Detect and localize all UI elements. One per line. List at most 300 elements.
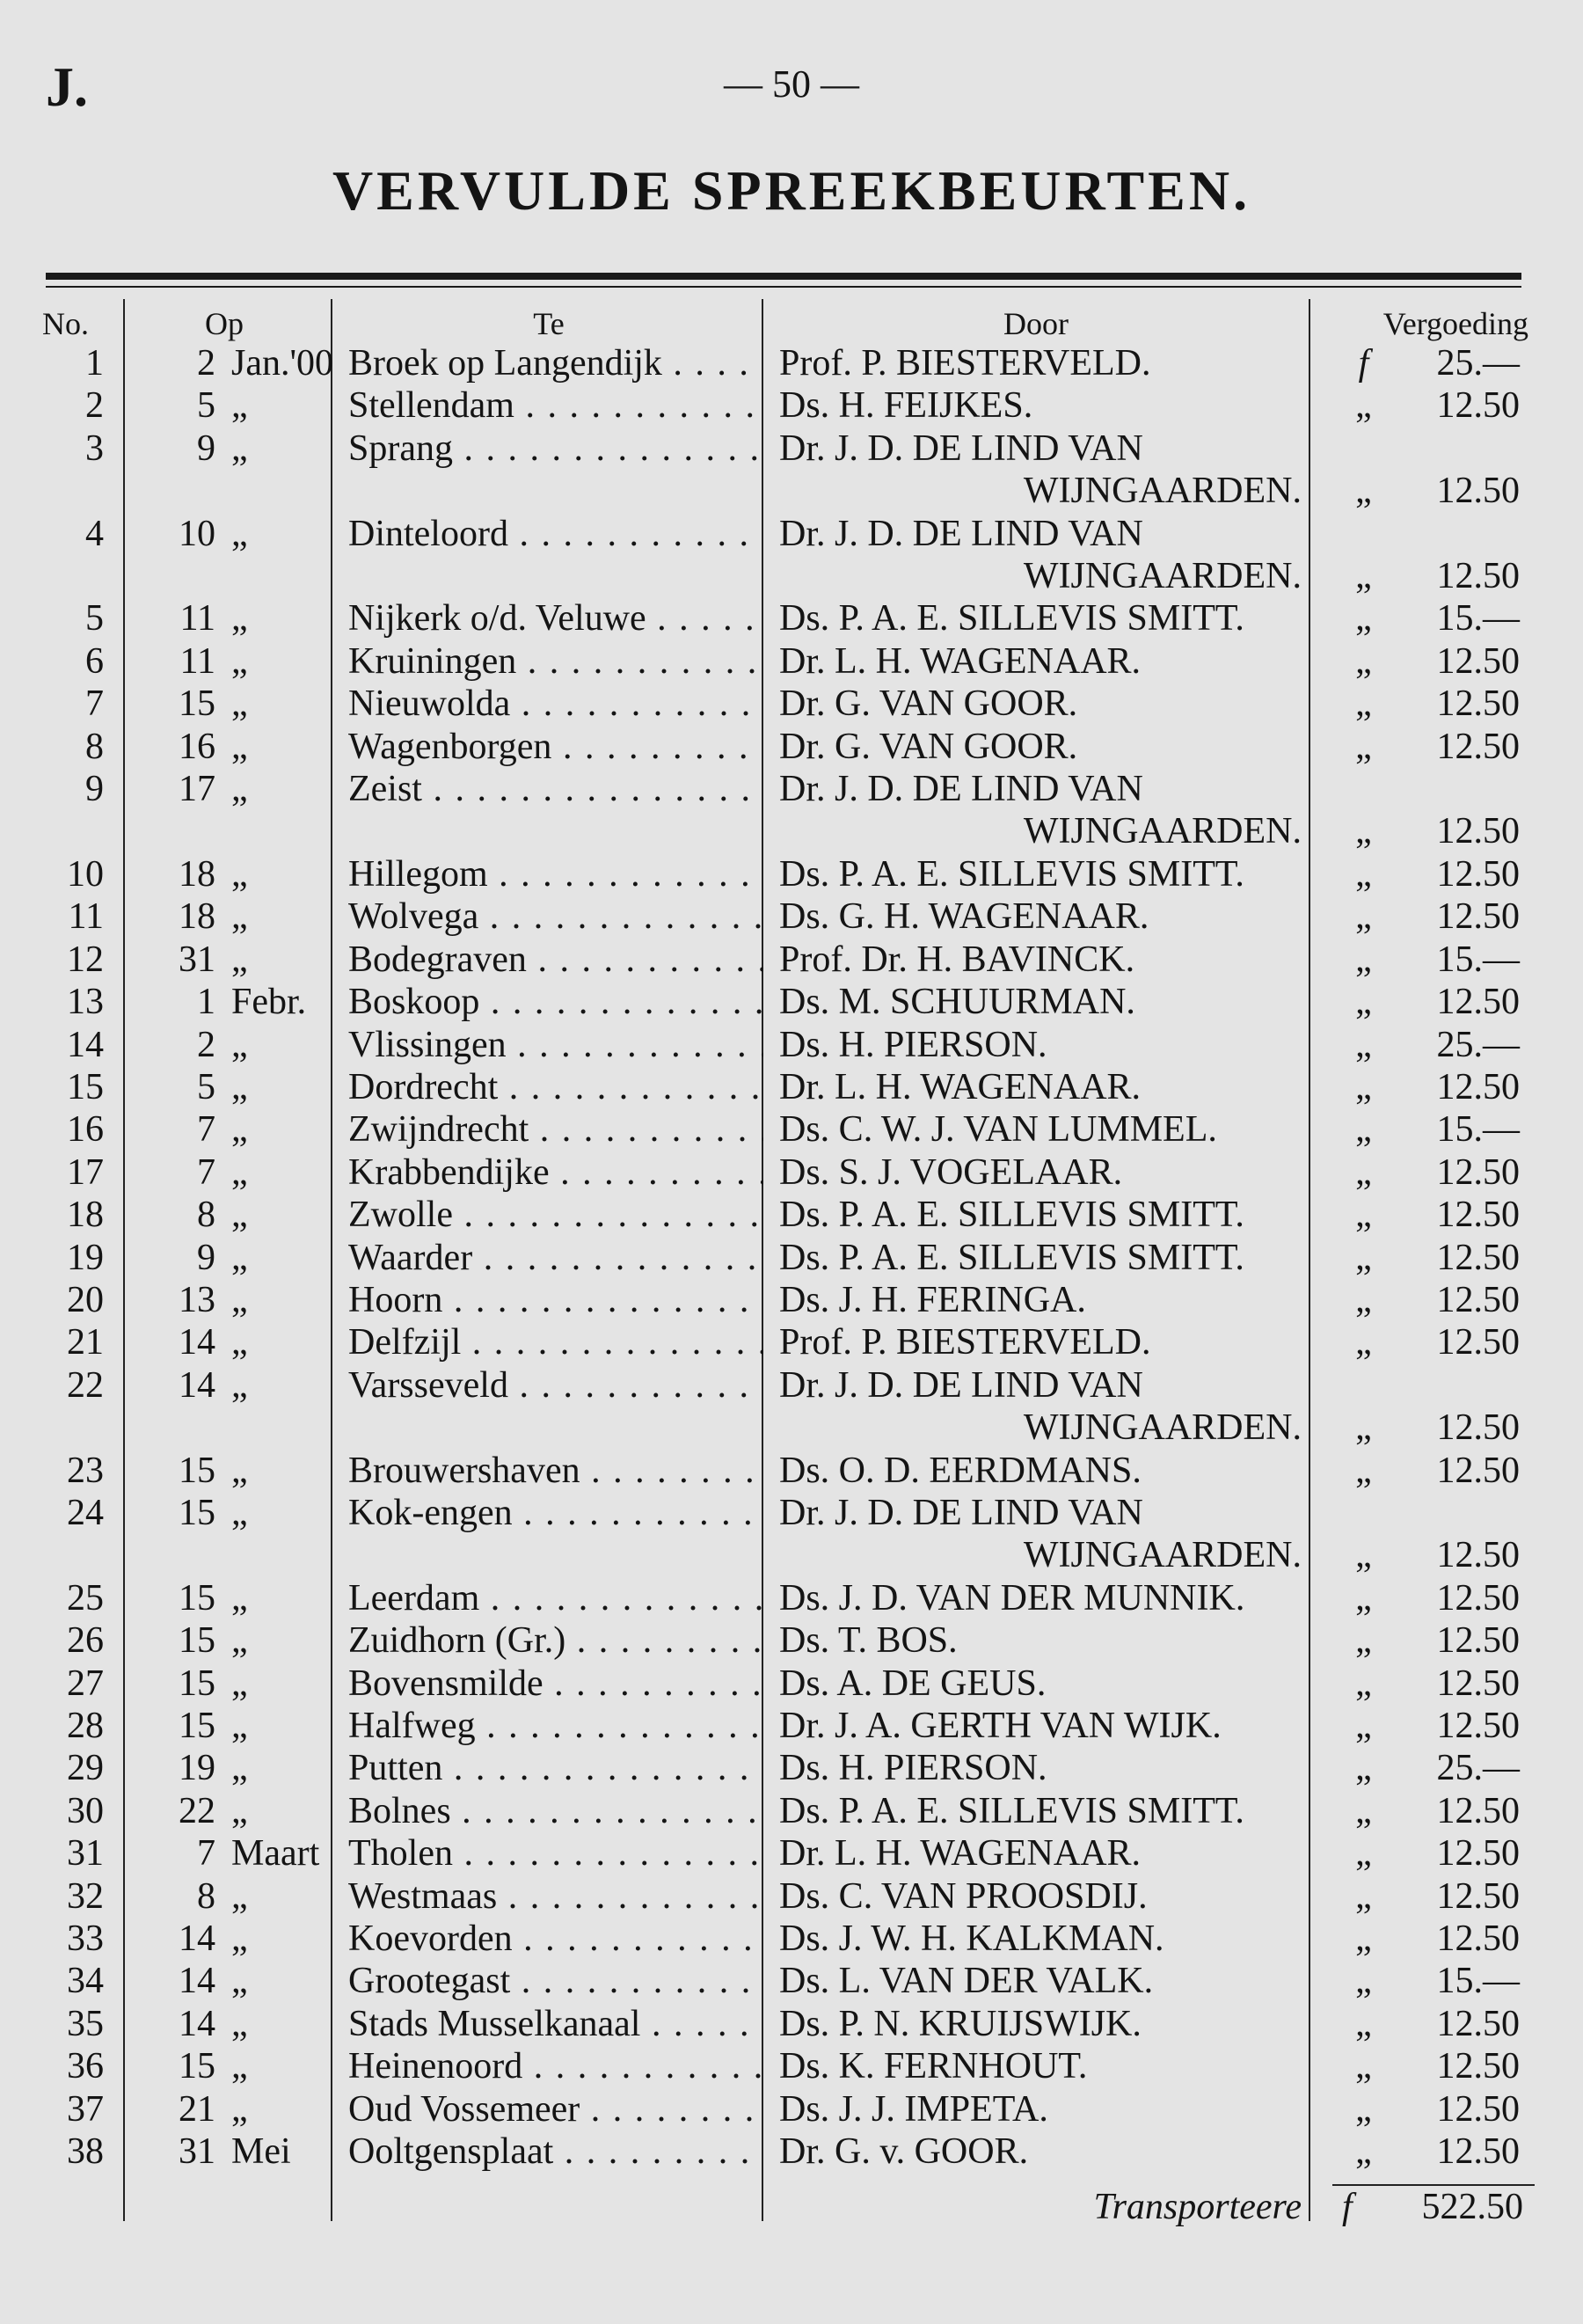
row-currency [1309, 1066, 1419, 1108]
row-number: 31 [67, 1833, 104, 1875]
row-place [334, 342, 763, 384]
row-speaker-line: Ds. P. A. E. SILLEVIS SMITT. [779, 598, 1244, 639]
row-month: „ [231, 853, 248, 895]
row-currency-value: „ [1355, 1279, 1372, 1320]
row-place [334, 1705, 763, 1747]
row-amount-value: 12.50 [1436, 1833, 1520, 1875]
row-amount [1419, 1577, 1528, 1619]
row-month: „ [231, 2088, 248, 2130]
row-amount [1419, 1108, 1528, 1151]
row-speaker [763, 1024, 1309, 1066]
row-day: 7 [197, 1109, 215, 1151]
row-month: Febr. [231, 982, 307, 1023]
row-place [334, 640, 763, 683]
row-speaker-continuation: WIJNGAARDEN. [1023, 811, 1302, 852]
table-row [42, 939, 1528, 981]
table-row [42, 1321, 1528, 1363]
row-currency [1309, 1619, 1419, 1662]
row-currency-value: „ [1355, 939, 1372, 980]
row-speaker-line: Ds. M. SCHUURMAN. [779, 982, 1135, 1023]
row-speaker-line: Dr. G. v. GOOR. [779, 2131, 1029, 2173]
row-amount-value: 12.50 [1436, 1706, 1520, 1746]
row-speaker [763, 853, 1309, 895]
row-day: 7 [197, 1151, 215, 1193]
row-speaker-line: Ds. L. VAN DER VALK. [779, 1961, 1154, 2002]
row-speaker-line: Ds. S. J. VOGELAAR. [779, 1151, 1123, 1193]
row-day: 22 [179, 1790, 215, 1831]
row-amount-value: 12.50 [1436, 1151, 1520, 1193]
row-amount [1419, 2088, 1528, 2130]
row-speaker-line: Ds. C. W. J. VAN LUMMEL. [779, 1109, 1217, 1151]
row-place-text: Koevorden . . . [348, 1918, 763, 1959]
row-place-text: Stads Musselkanaal . . . [348, 2004, 763, 2044]
row-speaker-line: Ds. G. H. WAGENAAR. [779, 896, 1149, 938]
table-row [42, 1918, 1528, 1960]
row-currency [1309, 2088, 1419, 2130]
row-amount-value: 12.50 [1436, 1790, 1520, 1831]
row-month: „ [231, 640, 248, 682]
row-place [334, 1663, 763, 1705]
table-row [42, 1066, 1528, 1108]
row-currency [1309, 1492, 1419, 1577]
row-day: 31 [179, 2131, 215, 2173]
row-amount [1419, 768, 1528, 853]
row-place-text: Leerdam . . . [348, 1578, 763, 1619]
transport-amount: 522.50 [1421, 2187, 1523, 2227]
row-currency [1309, 597, 1419, 639]
row-amount [1419, 1024, 1528, 1066]
row-speaker [763, 640, 1309, 683]
row-amount [1419, 939, 1528, 981]
row-currency [1309, 428, 1419, 513]
row-day: 13 [179, 1279, 215, 1320]
row-month: „ [231, 1279, 248, 1320]
row-spacer [1419, 1364, 1520, 1407]
row-place-text: Nieuwolda . . . [348, 683, 763, 724]
row-currency [1309, 2045, 1419, 2087]
row-number: 10 [67, 853, 104, 895]
row-amount-value: 12.50 [1436, 726, 1520, 767]
row-speaker-line: Dr. J. D. DE LIND VAN [779, 513, 1143, 554]
row-amount-value: 12.50 [1436, 1450, 1520, 1491]
table-row [42, 683, 1528, 725]
row-place [334, 1492, 763, 1577]
row-speaker-line: Dr. G. VAN GOOR. [779, 683, 1078, 725]
row-speaker-line: Ds. C. VAN PROOSDIJ. [779, 1875, 1148, 1917]
row-speaker [763, 1790, 1309, 1832]
row-speaker-line: Ds. J. D. VAN DER MUNNIK. [779, 1577, 1245, 1619]
row-currency-value: „ [1355, 1535, 1372, 1576]
row-place-text: Nijkerk o/d. Veluwe . . . [348, 598, 763, 639]
row-speaker [763, 768, 1309, 853]
row-place [334, 1024, 763, 1066]
row-currency [1309, 726, 1419, 768]
row-speaker [763, 1875, 1309, 1918]
row-currency [1309, 1790, 1419, 1832]
table-row [42, 1747, 1528, 1789]
row-currency [1309, 1663, 1419, 1705]
row-currency [1309, 1108, 1419, 1151]
row-amount-value: 12.50 [1436, 2046, 1520, 2087]
row-place-text: Zuidhorn (Gr.) . . . [348, 1620, 763, 1661]
row-number: 22 [67, 1364, 104, 1406]
top-rule-thin [46, 286, 1521, 288]
row-month: Maart [231, 1833, 320, 1875]
row-day: 15 [179, 1663, 215, 1704]
row-amount-value: 25.— [1436, 343, 1520, 384]
row-currency-value: „ [1355, 1151, 1372, 1193]
row-amount-value: 12.50 [1436, 2131, 1520, 2173]
row-day: 9 [197, 428, 215, 469]
row-speaker-line: Ds. P. N. KRUIJSWIJK. [779, 2003, 1142, 2044]
row-amount-value: 12.50 [1436, 1577, 1520, 1619]
row-spacer [1309, 428, 1419, 470]
row-day: 5 [197, 1066, 215, 1107]
row-speaker [763, 1918, 1309, 1960]
row-number: 20 [67, 1279, 104, 1320]
row-amount-value: 12.50 [1436, 811, 1520, 852]
row-number: 4 [85, 513, 104, 554]
table-row [42, 1619, 1528, 1662]
column-header-door: Door [1003, 306, 1069, 341]
row-month: „ [231, 1195, 248, 1236]
row-speaker-line: Dr. L. H. WAGENAAR. [779, 1066, 1142, 1107]
row-amount [1419, 597, 1528, 639]
row-speaker [763, 2003, 1309, 2045]
table-row [42, 1279, 1528, 1321]
row-number: 37 [67, 2088, 104, 2130]
row-spacer [1309, 1492, 1419, 1534]
table-row [42, 1194, 1528, 1236]
row-number: 1 [85, 343, 104, 384]
table-row [42, 1790, 1528, 1832]
row-month: „ [231, 1620, 248, 1662]
row-month: „ [231, 598, 248, 639]
row-amount-value: 12.50 [1436, 982, 1520, 1023]
row-speaker-line: Ds. O. D. EERDMANS. [779, 1450, 1142, 1491]
row-day: 15 [179, 683, 215, 725]
row-currency [1309, 1832, 1419, 1875]
row-day: 15 [179, 1450, 215, 1491]
row-place [334, 683, 763, 725]
row-day: 14 [179, 1918, 215, 1960]
row-place-text: Wagenborgen . . . [348, 727, 763, 767]
row-currency [1309, 853, 1419, 895]
row-currency-value: „ [1355, 1875, 1372, 1917]
column-header-vergoeding: Vergoeding [1382, 306, 1528, 341]
row-currency-value: „ [1355, 896, 1372, 938]
row-amount-value: 12.50 [1436, 1322, 1520, 1363]
row-month: „ [231, 726, 248, 767]
row-currency-value: „ [1355, 1322, 1372, 1363]
row-place-text: Vlissingen . . . [348, 1025, 763, 1065]
row-speaker-continuation: WIJNGAARDEN. [1023, 1535, 1302, 1576]
row-month: „ [231, 2003, 248, 2044]
row-month: „ [231, 385, 248, 427]
row-currency [1309, 2003, 1419, 2045]
row-place-text: Dinteloord . . . [348, 514, 763, 554]
transport-label: Transporteere [1093, 2187, 1302, 2227]
row-spacer [1419, 428, 1520, 470]
row-place-text: Krabbendijke . . . [348, 1152, 763, 1193]
row-day: 11 [179, 640, 215, 682]
row-amount-value: 15.— [1436, 598, 1520, 639]
row-month: „ [231, 1918, 248, 1960]
row-amount-value: 15.— [1436, 1109, 1520, 1151]
row-place-text: Westmaas . . . [348, 1876, 763, 1917]
row-number: 18 [67, 1195, 104, 1236]
row-speaker-line: Dr. L. H. WAGENAAR. [779, 1833, 1142, 1875]
row-speaker [763, 428, 1309, 513]
row-currency [1309, 513, 1419, 598]
row-place-text: Kok-engen . . . [348, 1493, 763, 1533]
table-row [42, 1663, 1528, 1705]
row-currency-value: „ [1355, 1024, 1372, 1065]
row-place-text: Putten . . . [348, 1748, 763, 1788]
row-currency [1309, 1279, 1419, 1321]
row-spacer [1419, 768, 1520, 810]
row-speaker [763, 1747, 1309, 1789]
row-day: 14 [179, 1322, 215, 1363]
row-currency-value: „ [1355, 2003, 1372, 2044]
column-header-op: Op [205, 306, 244, 341]
row-place-text: Bovensmilde . . . [348, 1663, 763, 1704]
row-speaker [763, 513, 1309, 598]
row-place [334, 1960, 763, 2002]
row-month: „ [231, 1322, 248, 1363]
row-month: „ [231, 1109, 248, 1151]
row-number: 38 [67, 2131, 104, 2173]
row-place [334, 2088, 763, 2130]
row-currency [1309, 1364, 1419, 1450]
row-number: 26 [67, 1620, 104, 1662]
row-number: 32 [67, 1875, 104, 1917]
row-speaker-continuation: WIJNGAARDEN. [1023, 1407, 1302, 1449]
row-month: „ [231, 1450, 248, 1491]
row-speaker [763, 1832, 1309, 1875]
row-currency-value: „ [1355, 598, 1372, 639]
row-amount [1419, 1492, 1528, 1577]
page-number: — 50 — [724, 62, 859, 106]
row-place-text: Dordrecht . . . [348, 1067, 763, 1107]
row-number: 25 [67, 1577, 104, 1619]
row-place-text: Zwolle . . . [348, 1195, 763, 1235]
row-number: 36 [67, 2046, 104, 2087]
row-currency-value: „ [1355, 2088, 1372, 2130]
row-number: 16 [67, 1109, 104, 1151]
table-row [42, 1705, 1528, 1747]
row-spacer [1419, 513, 1520, 555]
row-speaker [763, 384, 1309, 427]
row-place-text: Sprang . . . [348, 428, 763, 469]
row-amount-value: 12.50 [1436, 1535, 1520, 1576]
row-currency-value: „ [1355, 1237, 1372, 1278]
row-speaker [763, 895, 1309, 938]
row-speaker-line: Dr. L. H. WAGENAAR. [779, 640, 1142, 682]
row-amount [1419, 342, 1528, 384]
row-currency-value: „ [1355, 1833, 1372, 1875]
row-place [334, 895, 763, 938]
table-header-row [42, 296, 1528, 342]
row-speaker [763, 1450, 1309, 1492]
row-place [334, 768, 763, 853]
row-currency-value: „ [1355, 1961, 1372, 2002]
row-currency-value: „ [1355, 811, 1372, 852]
row-place-text: Waarder . . . [348, 1238, 763, 1278]
row-currency [1309, 1151, 1419, 1194]
row-currency-value: „ [1355, 683, 1372, 725]
row-place [334, 1066, 763, 1108]
row-speaker [763, 1321, 1309, 1363]
row-place [334, 726, 763, 768]
row-currency-value: „ [1355, 385, 1372, 427]
row-number: 27 [67, 1663, 104, 1704]
table-row [42, 1492, 1528, 1577]
row-number: 30 [67, 1790, 104, 1831]
row-amount-value: 12.50 [1436, 2003, 1520, 2044]
row-speaker-continuation: WIJNGAARDEN. [1023, 471, 1302, 512]
row-amount [1419, 1066, 1528, 1108]
row-amount [1419, 1918, 1528, 1960]
row-speaker [763, 2045, 1309, 2087]
row-month: „ [231, 1875, 248, 1917]
row-currency [1309, 939, 1419, 981]
row-amount [1419, 1875, 1528, 1918]
row-amount [1419, 2003, 1528, 2045]
table-row [42, 853, 1528, 895]
row-day: 31 [179, 939, 215, 980]
row-amount [1419, 1321, 1528, 1363]
row-amount-value: 12.50 [1436, 1407, 1520, 1449]
row-day: 2 [197, 343, 215, 384]
row-amount [1419, 1364, 1528, 1450]
row-month: „ [231, 1024, 248, 1065]
row-amount [1419, 1279, 1528, 1321]
row-amount [1419, 726, 1528, 768]
table-row [42, 1108, 1528, 1151]
row-amount [1419, 683, 1528, 725]
row-amount [1419, 2130, 1528, 2173]
row-place [334, 1108, 763, 1151]
row-speaker [763, 726, 1309, 768]
row-month: „ [231, 2046, 248, 2087]
row-place [334, 939, 763, 981]
row-speaker [763, 1194, 1309, 1236]
row-speaker [763, 1705, 1309, 1747]
row-speaker [763, 1577, 1309, 1619]
row-speaker-line: Dr. J. D. DE LIND VAN [779, 769, 1143, 810]
row-place-text: Delfzijl . . . [348, 1322, 763, 1363]
row-currency [1309, 1024, 1419, 1066]
row-place-text: Grootegast . . . [348, 1961, 763, 2001]
row-month: „ [231, 683, 248, 725]
row-spacer [1419, 1492, 1520, 1534]
row-number: 14 [67, 1024, 104, 1065]
row-currency-value: „ [1355, 982, 1372, 1023]
row-day: 16 [179, 726, 215, 767]
row-currency [1309, 384, 1419, 427]
row-place [334, 1151, 763, 1194]
row-currency [1309, 1237, 1419, 1279]
row-amount-value: 12.50 [1436, 896, 1520, 938]
row-currency [1309, 1918, 1419, 1960]
row-amount [1419, 1747, 1528, 1789]
row-speaker-line: Ds. J. J. IMPETA. [779, 2088, 1048, 2130]
row-amount [1419, 513, 1528, 598]
row-place [334, 1279, 763, 1321]
row-speaker-continuation: WIJNGAARDEN. [1023, 556, 1302, 597]
row-amount-value: 12.50 [1436, 1620, 1520, 1662]
row-speaker [763, 1066, 1309, 1108]
row-speaker-line: Ds. P. A. E. SILLEVIS SMITT. [779, 1790, 1244, 1831]
row-currency [1309, 981, 1419, 1023]
row-place [334, 2045, 763, 2087]
row-day: 21 [179, 2088, 215, 2130]
row-currency-value: „ [1355, 726, 1372, 767]
row-amount-value: 12.50 [1436, 853, 1520, 895]
row-place-text: Hillegom . . . [348, 854, 763, 895]
table-row [42, 597, 1528, 639]
row-spacer [1309, 768, 1419, 810]
column-header-te: Te [533, 306, 565, 341]
row-amount-value: 12.50 [1436, 1279, 1520, 1320]
row-currency-value: „ [1355, 1918, 1372, 1960]
row-day: 15 [179, 1620, 215, 1662]
row-number: 24 [67, 1492, 104, 1533]
row-number: 28 [67, 1706, 104, 1746]
row-speaker-line: Dr. J. D. DE LIND VAN [779, 1364, 1143, 1406]
row-currency [1309, 1747, 1419, 1789]
row-number: 13 [67, 982, 104, 1023]
row-month: „ [231, 1492, 248, 1533]
row-currency-value: „ [1355, 1706, 1372, 1746]
row-place-text: Varsseveld . . . [348, 1365, 763, 1406]
row-speaker-line: Dr. J. D. DE LIND VAN [779, 428, 1143, 469]
row-currency [1309, 342, 1419, 384]
row-number: 7 [85, 683, 104, 725]
row-amount [1419, 2045, 1528, 2087]
row-month: Mei [231, 2131, 291, 2173]
row-amount-value: 12.50 [1436, 1918, 1520, 1960]
row-place [334, 1790, 763, 1832]
row-month: „ [231, 1151, 248, 1193]
column-header-no: No. [42, 306, 89, 341]
row-place [334, 513, 763, 598]
table-row [42, 1960, 1528, 2002]
row-amount [1419, 1705, 1528, 1747]
row-month: „ [231, 1577, 248, 1619]
row-day: 5 [197, 385, 215, 427]
row-currency [1309, 2130, 1419, 2173]
row-number: 5 [85, 598, 104, 639]
row-place [334, 1832, 763, 1875]
table-body [42, 342, 1528, 2173]
row-place [334, 1321, 763, 1363]
row-currency [1309, 768, 1419, 853]
row-speaker [763, 2088, 1309, 2130]
row-place [334, 1875, 763, 1918]
row-number: 35 [67, 2003, 104, 2044]
row-place [334, 597, 763, 639]
table-row [42, 1450, 1528, 1492]
row-amount [1419, 1619, 1528, 1662]
row-spacer [1309, 513, 1419, 555]
row-amount-value: 25.— [1436, 1024, 1520, 1065]
table-row [42, 1832, 1528, 1875]
table-row [42, 428, 1528, 513]
row-speaker [763, 1108, 1309, 1151]
row-amount [1419, 1151, 1528, 1194]
